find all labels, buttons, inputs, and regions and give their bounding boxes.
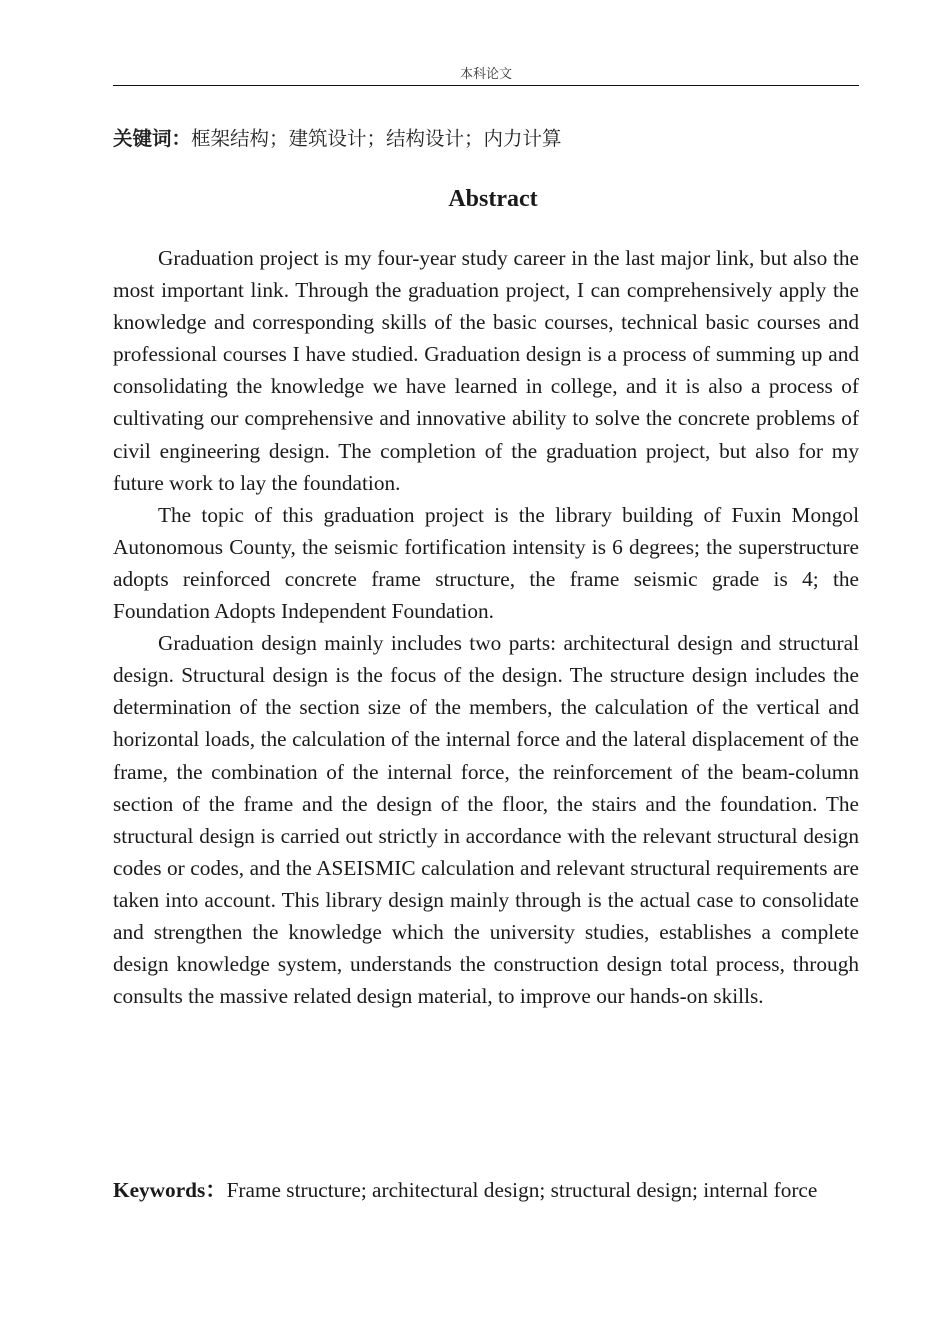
- header-divider: [113, 85, 859, 86]
- abstract-paragraph-3: Graduation design mainly includes two parts: architectural design and structural design. Structural design is the focus of the design. The structure design includes the determination of the section size of the members, the calculation of the vertical and horizontal loads, the calculation of the internal force and the lateral displacement of the frame, the combination of the internal force, the reinforcement of the beam-column section of the frame and the design of the floor, the stairs and the foundation. The structural design is carried out strictly in accordance with the relevant structural design codes or codes, and the ASEISMIC calculation and relevant structural requirements are taken into account. This library design mainly through is the actual case to consolidate and strengthen the knowledge which the university studies, establishes a complete design knowledge system, understands the construction design total process, through consults the massive related design material, to improve our hands-on skills.: [113, 631, 859, 1009]
- english-keywords-terms: Frame structure; architectural design; structural design; internal force: [226, 1178, 818, 1202]
- chinese-keywords-terms: 框架结构；建筑设计；结构设计；内力计算: [191, 127, 562, 150]
- abstract-body: [113, 242, 859, 1012]
- abstract-paragraph-1: Graduation project is my four-year study career in the last major link, but also the most important link. Through the graduation project, I can comprehensively apply the knowledge and corresponding skills of the basic courses, technical basic courses and professional courses I have studied. Graduation design is a process of summing up and consolidating the knowledge we have learned in college, and it is also a process of cultivating our comprehensive and innovative ability to solve the concrete problems of civil engineering design. The completion of the graduation project, but also for my future work to lay the foundation.: [113, 246, 859, 495]
- abstract-paragraph-2: The topic of this graduation project is the library building of Fuxin Mongol Autonomous County, the seismic fortification intensity is 6 degrees; the superstructure adopts reinforced concrete frame structure, the frame seismic grade is 4; the Foundation Adopts Independent Foundation.: [113, 502, 859, 624]
- english-keywords-label: Keywords：: [113, 1178, 227, 1202]
- chinese-keywords: [113, 124, 859, 154]
- abstract-title: Abstract: [448, 186, 538, 212]
- english-keywords: [113, 1174, 859, 1206]
- chinese-keywords-label: 关键词：: [113, 127, 192, 150]
- running-header: 本科论文: [459, 67, 512, 82]
